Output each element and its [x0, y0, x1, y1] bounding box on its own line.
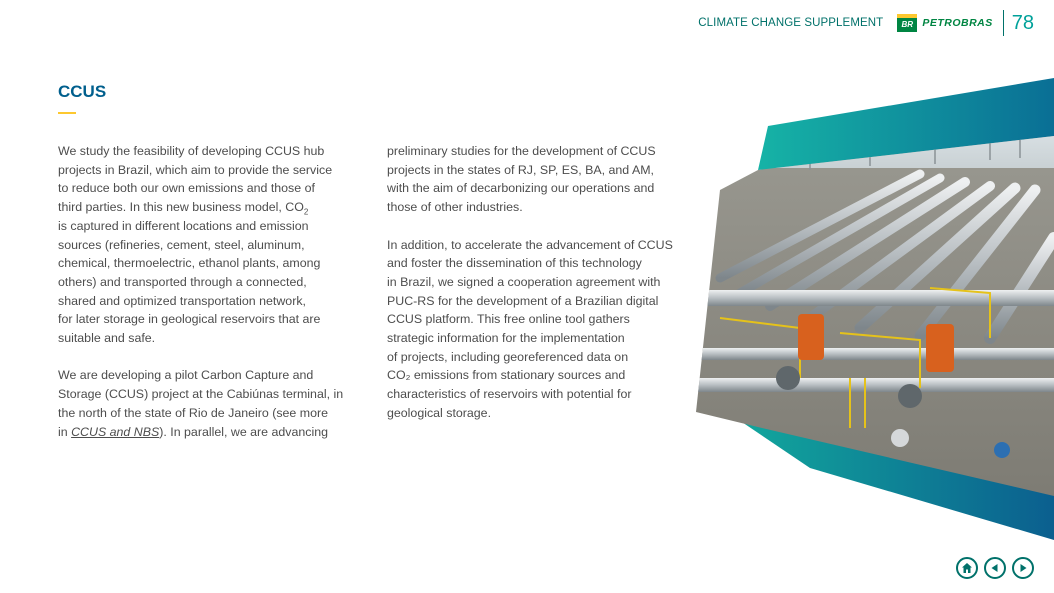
home-button[interactable]	[956, 557, 978, 579]
header-divider	[1003, 10, 1004, 36]
text-line: and foster the dissemination of this technology	[387, 256, 642, 271]
triangle-left-icon	[989, 562, 1001, 574]
text-line: in CCUS and NBS). In parallel, we are advancing	[58, 424, 328, 439]
text-line: suitable and safe.	[58, 331, 156, 346]
co2-subscript: 2	[303, 207, 309, 217]
text-column-1	[58, 142, 358, 460]
next-page-button[interactable]	[1012, 557, 1034, 579]
page-number: 78	[1011, 11, 1034, 34]
text-line: Storage (CCUS) project at the Cabiúnas terminal, in	[58, 387, 344, 402]
text-line: characteristics of reservoirs with potential for	[387, 387, 632, 402]
page-navigation	[956, 557, 1034, 579]
text-line: chemical, thermoelectric, ethanol plants, among	[58, 256, 321, 271]
title-underline	[58, 112, 76, 114]
section-title: CCUS	[58, 82, 107, 101]
pipeline-terminal-photo	[690, 78, 1054, 540]
previous-page-button[interactable]	[984, 557, 1006, 579]
text-line: others) and transported through a connected,	[58, 274, 307, 289]
text-line: those of other industries.	[387, 200, 523, 215]
page-header	[698, 8, 1034, 38]
triangle-right-icon	[1017, 562, 1029, 574]
text-column-2	[387, 142, 687, 441]
text-line: is captured in different locations and emission	[58, 218, 309, 233]
text-line: projects in Brazil, which aim to provide the service	[58, 162, 333, 177]
ccus-and-nbs-link[interactable]: CCUS and NBS	[71, 424, 160, 439]
paragraph-hub-projects	[58, 142, 358, 348]
petrobras-logo	[897, 14, 992, 32]
text-line: We are developing a pilot Carbon Capture and	[58, 368, 314, 383]
text-line: with the aim of decarbonizing our operations and	[387, 181, 655, 196]
text-line: PUC-RS for the development of a Brazilian digital	[387, 293, 659, 308]
text-line: strategic information for the implementation	[387, 331, 625, 346]
supplement-title: CLIMATE CHANGE SUPPLEMENT	[698, 17, 884, 29]
text-line: third parties. In this new business model, $CO_2$	[58, 200, 309, 217]
petrobras-wordmark: PETROBRAS	[922, 17, 993, 29]
paragraph-pilot-project	[58, 366, 358, 441]
text-line: in Brazil, we signed a cooperation agreement with	[387, 274, 661, 289]
text-line: We study the feasibility of developing CCUS hub	[58, 144, 325, 158]
text-line: CO₂ emissions from stationary sources and	[387, 368, 626, 383]
paragraph-cooperation-agreement	[387, 236, 687, 423]
paragraph-preliminary-studies	[387, 142, 687, 217]
text-line: shared and optimized transportation network,	[58, 293, 306, 308]
text-line: sources (refineries, cement, steel, aluminum,	[58, 237, 305, 252]
photo-graphic	[690, 78, 1054, 540]
home-icon	[961, 562, 973, 574]
text-line: the north of the state of Rio de Janeiro (see more	[58, 405, 328, 420]
text-line: CCUS platform. This free online tool gathers	[387, 312, 630, 327]
text-line: preliminary studies for the development of CCUS	[387, 144, 656, 158]
br-logo-icon: BR	[897, 14, 917, 32]
text-line: for later storage in geological reservoirs that are	[58, 312, 321, 327]
text-line: geological storage.	[387, 405, 492, 420]
text-line: of projects, including georeferenced data on	[387, 349, 629, 364]
text-line: projects in the states of RJ, SP, ES, BA, and AM,	[387, 162, 654, 177]
text-line: In addition, to accelerate the advancement of CCUS	[387, 237, 673, 252]
text-line: to reduce both our own emissions and those of	[58, 181, 315, 196]
